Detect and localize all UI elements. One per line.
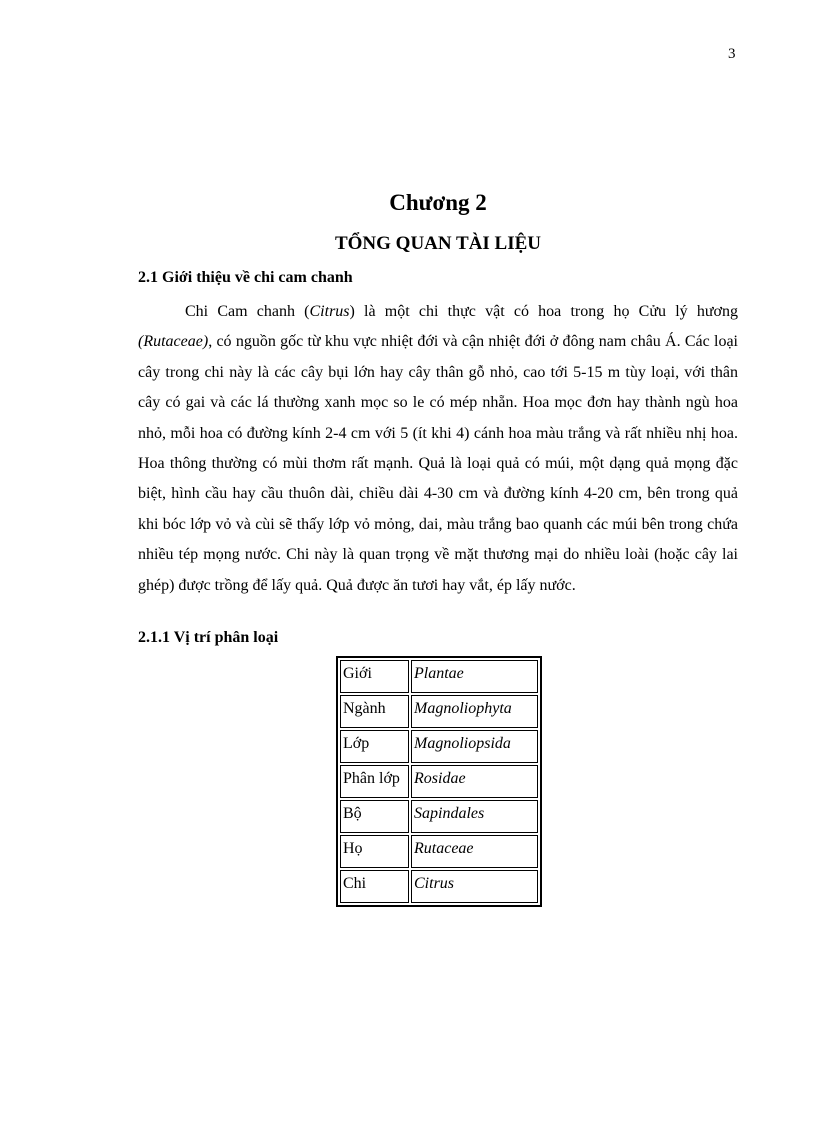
chapter-subtitle: TỔNG QUAN TÀI LIỆU xyxy=(334,233,542,254)
table-row xyxy=(340,730,538,763)
genus-name: Citrus xyxy=(309,303,350,320)
taxon-cell: Magnoliophyta xyxy=(411,695,538,728)
taxon-cell: Magnoliopsida xyxy=(411,730,538,763)
taxon-cell: Rutaceae xyxy=(411,835,538,868)
taxon-cell: Rosidae xyxy=(411,765,538,798)
chapter-title: Chương 2 xyxy=(389,190,487,215)
table-row xyxy=(340,800,538,833)
page-number: 3 xyxy=(728,46,736,62)
paragraph-text: , có nguồn gốc từ khu vực nhiệt đới và cận nhiệt đới ở đông nam châu Á. Các loại cây trong chi này là các cây bụi lớn hay cây thân gỗ nhỏ, cao tới 5-15 m tùy loại, với thân cây có gai và các lá thường xanh mọc so le có mép nhẵn. Hoa mọc đơn hay thành ngù hoa nhỏ, mỗi hoa có đường kính 2-4 cm với 5 (ít khi 4) cánh hoa màu trắng và rất nhiều nhị hoa. Hoa thông thường có mùi thơm rất mạnh. Quả là loại quả có múi, một dạng quả mọng đặc biệt, hình cầu hay cầu thuôn dài, chiều dài 4-30 cm và đường kính 4-20 cm, bên trong quả khi bóc lớp vỏ và cùi sẽ thấy lớp vỏ mỏng, dai, màu trắng bao quanh các múi bên trong chứa nhiều tép mọng nước. Chi này là quan trọng về mặt thương mại do nhiều loài (hoặc cây lai ghép) được trồng để lấy quả. Quả được ăn tươi hay vắt, ép lấy nước. xyxy=(138,333,738,594)
table-row xyxy=(340,835,538,868)
section-heading-2-1-1: 2.1.1 Vị trí phân loại xyxy=(138,629,279,646)
table-row xyxy=(340,695,538,728)
rank-cell: Họ xyxy=(340,835,409,868)
rank-cell: Phân lớp xyxy=(340,765,409,798)
family-name: (Rutaceae) xyxy=(138,333,209,351)
table-row xyxy=(340,870,538,903)
taxon-cell: Sapindales xyxy=(411,800,538,833)
rank-cell: Bộ xyxy=(340,800,409,833)
table-row xyxy=(340,660,538,693)
intro-paragraph xyxy=(138,297,738,601)
rank-cell: Ngành xyxy=(340,695,409,728)
rank-cell: Chi xyxy=(340,870,409,903)
taxon-cell: Plantae xyxy=(411,660,538,693)
taxon-cell: Citrus xyxy=(411,870,538,903)
rank-cell: Giới xyxy=(340,660,409,693)
section-heading-2-1: 2.1 Giới thiệu về chi cam chanh xyxy=(138,269,353,286)
table-row xyxy=(340,765,538,798)
rank-cell: Lớp xyxy=(340,730,409,763)
taxonomy-table xyxy=(336,656,542,907)
paragraph-text: Chi Cam chanh ( xyxy=(185,303,310,320)
paragraph-text: ) là một chi thực vật có hoa trong họ Cửu lý hương xyxy=(349,303,738,320)
